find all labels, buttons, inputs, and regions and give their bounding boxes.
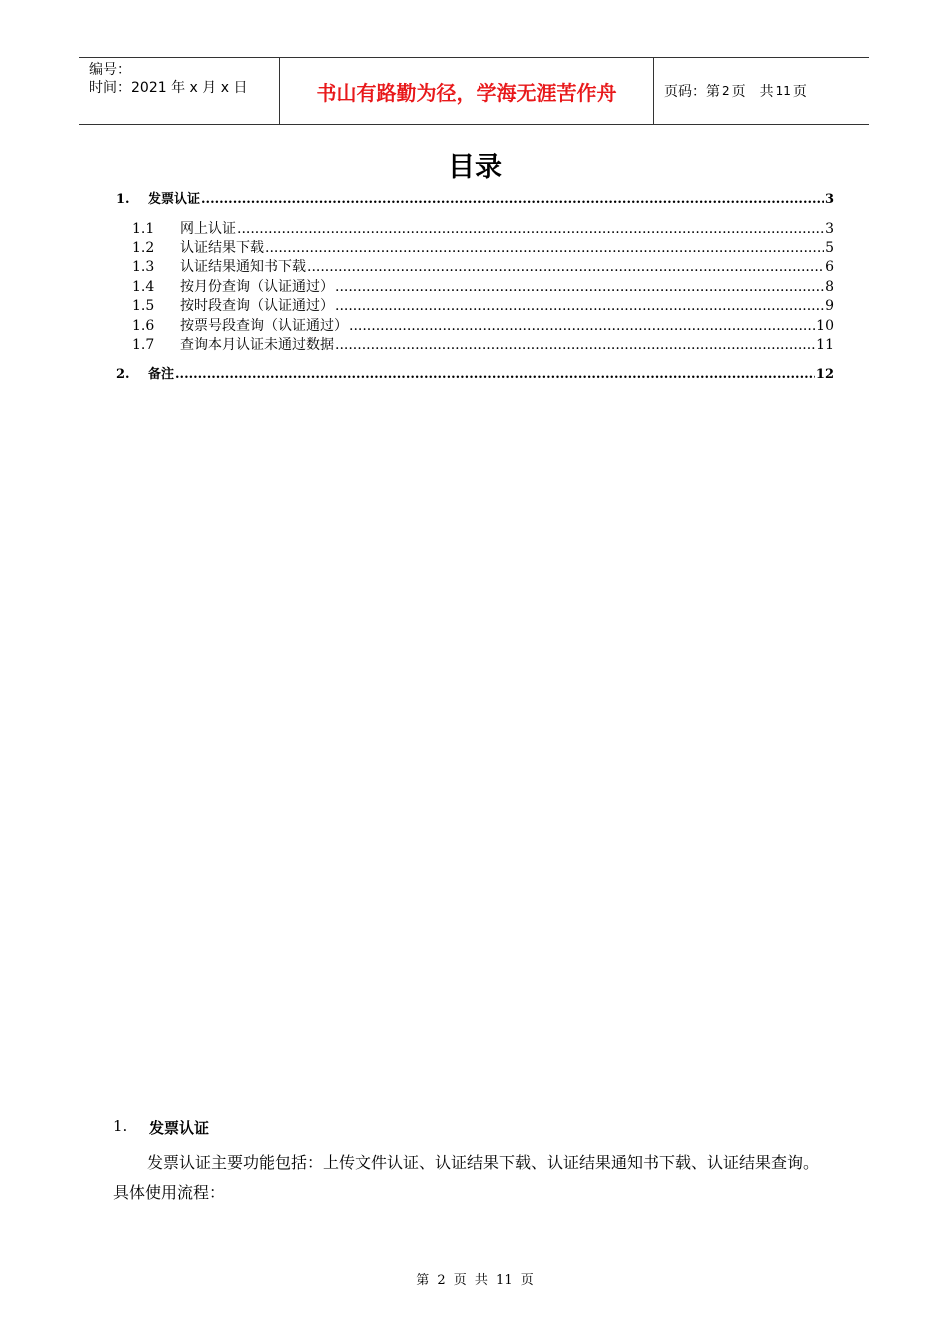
toc-title: 目录 xyxy=(448,152,502,183)
toc-entry-page: 3 xyxy=(825,221,834,237)
time-label: 时间：2021 年 x 月 x 日 xyxy=(89,80,248,96)
toc-leader xyxy=(201,191,824,209)
section-paragraph: 发票认证主要功能包括：上传文件认证、认证结果下载、认证结果通知书下载、认证结果查询。具体使用流程： xyxy=(113,1153,820,1202)
toc-entry-number: 1.5 xyxy=(132,298,155,314)
page-suffix: 页 xyxy=(792,84,807,100)
toc-entry[interactable] xyxy=(132,220,834,238)
page-header xyxy=(79,57,869,125)
toc-entry[interactable] xyxy=(116,191,834,209)
toc-entry[interactable] xyxy=(132,258,834,276)
toc-entry-text: 查询本月认证未通过数据 xyxy=(180,337,334,353)
toc-entry-page: 10 xyxy=(816,318,834,334)
toc-entry-text: 认证结果下载 xyxy=(180,240,264,256)
toc-leader xyxy=(335,336,815,354)
toc-entry-number: 1.7 xyxy=(132,337,155,353)
toc-leader xyxy=(237,220,824,238)
toc-entry-text: 认证结果通知书下载 xyxy=(180,259,306,275)
toc-entry-text: 发票认证 xyxy=(148,192,201,207)
section-number: 1. xyxy=(113,1117,128,1135)
toc-entry[interactable] xyxy=(132,278,834,296)
toc-entry[interactable] xyxy=(132,336,834,354)
serial-label: 编号： xyxy=(89,62,131,78)
toc-entry-number: 1.2 xyxy=(132,240,155,256)
toc-entry-page: 3 xyxy=(824,192,834,207)
toc-entry[interactable] xyxy=(132,317,834,335)
toc-entry-page: 9 xyxy=(825,298,834,314)
toc-leader xyxy=(349,317,815,335)
page-prefix: 页码：第 xyxy=(664,84,720,100)
toc-entry-page: 8 xyxy=(825,279,834,295)
toc-entry-text: 备注 xyxy=(148,367,175,382)
header-info xyxy=(79,58,280,124)
header-page-number xyxy=(654,58,869,124)
toc-leader xyxy=(265,239,824,257)
toc-entry-number: 1.1 xyxy=(132,221,155,237)
page-current: 2 xyxy=(722,84,730,98)
section-heading xyxy=(113,1117,209,1138)
toc-entry[interactable] xyxy=(132,239,834,257)
toc-leader xyxy=(307,258,824,276)
section-title: 发票认证 xyxy=(149,1119,210,1137)
toc-entry-number: 2. xyxy=(116,367,130,382)
page-mid: 页 共 xyxy=(731,84,774,100)
toc-entry-text: 网上认证 xyxy=(180,221,236,237)
header-motto: 书山有路勤为径，学海无涯苦作舟 xyxy=(280,58,654,124)
toc-entry-number: 1.6 xyxy=(132,318,155,334)
page-total: 11 xyxy=(775,84,791,98)
toc-entry-number: 1. xyxy=(116,192,130,207)
toc-entry-number: 1.3 xyxy=(132,259,155,275)
toc-leader xyxy=(335,297,824,315)
toc-entry-text: 按月份查询（认证通过） xyxy=(180,279,334,295)
toc-entry-page: 5 xyxy=(825,240,834,256)
toc-leader xyxy=(175,366,815,384)
toc-entry-page: 11 xyxy=(816,337,834,353)
toc-entry[interactable] xyxy=(132,297,834,315)
toc-entry-text: 按票号段查询（认证通过） xyxy=(180,318,348,334)
toc-leader xyxy=(335,278,824,296)
page-footer: 第 2 页 共 11 页 xyxy=(416,1273,534,1288)
toc-entry-page: 12 xyxy=(815,367,834,382)
toc-entry[interactable] xyxy=(116,366,834,384)
toc-entry-text: 按时段查询（认证通过） xyxy=(180,298,334,314)
toc-entry-page: 6 xyxy=(825,259,834,275)
toc-entry-number: 1.4 xyxy=(132,279,155,295)
